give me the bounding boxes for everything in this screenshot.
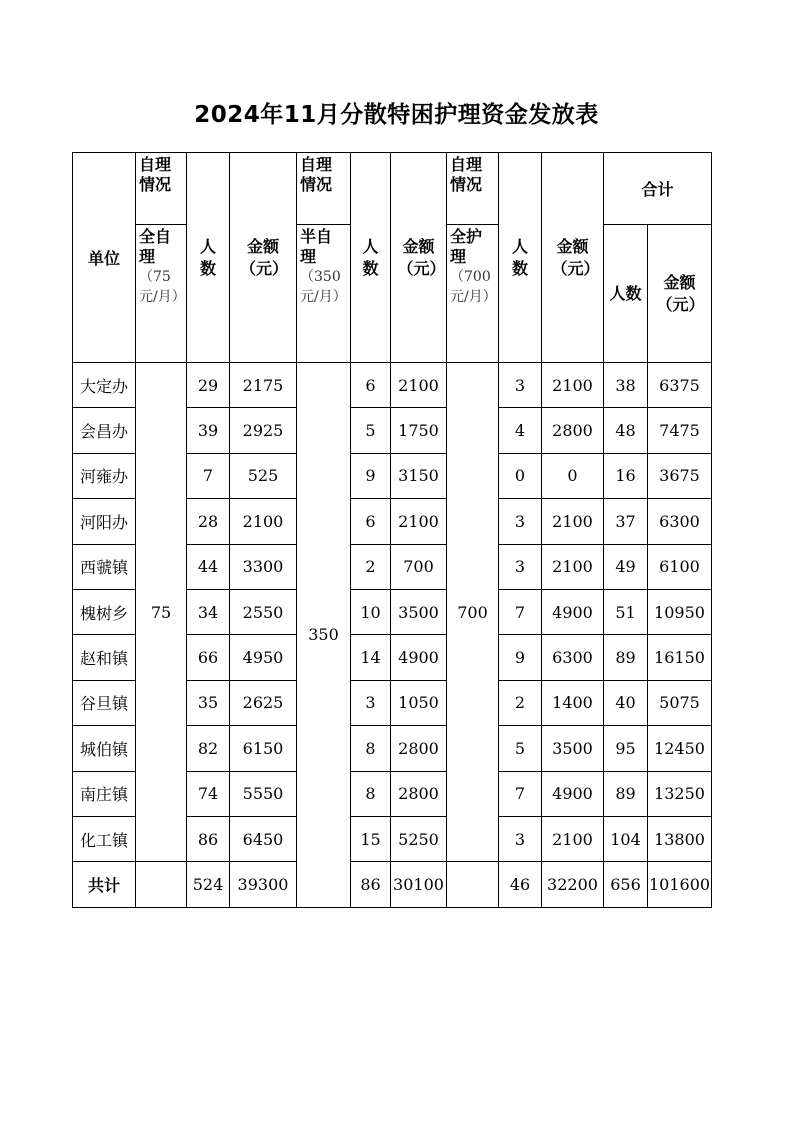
cell-p2: 8 [351, 771, 391, 816]
cell-total-amount: 12450 [648, 726, 712, 771]
header-people-1: 人数 [187, 153, 230, 363]
cell-total-people: 104 [604, 816, 648, 861]
cell-a1: 2625 [230, 680, 297, 725]
cell-p2: 5 [351, 408, 391, 453]
cell-a1: 4950 [230, 635, 297, 680]
cell-a2: 2100 [391, 363, 447, 408]
cell-p2: 2 [351, 544, 391, 589]
cell-a3: 2100 [542, 499, 604, 544]
header-cat1: 全自理 （75元/月） [136, 225, 187, 363]
cell-p1: 82 [187, 726, 230, 771]
allowance-table [72, 152, 712, 908]
total-p1: 524 [187, 862, 230, 907]
cell-p2: 15 [351, 816, 391, 861]
cell-a3: 1400 [542, 680, 604, 725]
cell-total-people: 48 [604, 408, 648, 453]
header-people-2: 人数 [351, 153, 391, 363]
cell-total-people: 16 [604, 453, 648, 498]
cell-a1: 2175 [230, 363, 297, 408]
cell-a3: 2100 [542, 363, 604, 408]
total-empty-cat1 [136, 862, 187, 907]
cell-p1: 86 [187, 816, 230, 861]
cell-a1: 2100 [230, 499, 297, 544]
cell-a2: 3500 [391, 589, 447, 634]
cell-unit: 河雍办 [73, 453, 136, 498]
cell-p3: 7 [499, 771, 542, 816]
cell-unit: 槐树乡 [73, 589, 136, 634]
cell-a1: 6450 [230, 816, 297, 861]
header-people-3: 人数 [499, 153, 542, 363]
cell-a1: 3300 [230, 544, 297, 589]
cell-rate-cat1: 75 [136, 363, 187, 862]
total-p2: 86 [351, 862, 391, 907]
total-row [73, 862, 712, 907]
cell-p2: 8 [351, 726, 391, 771]
cell-rate-cat2: 350 [297, 363, 351, 908]
cell-a2: 2800 [391, 726, 447, 771]
cell-total-people: 37 [604, 499, 648, 544]
cell-p1: 66 [187, 635, 230, 680]
total-p3: 46 [499, 862, 542, 907]
cell-total-amount: 10950 [648, 589, 712, 634]
cell-total-amount: 13250 [648, 771, 712, 816]
page-title: 2024年11月分散特困护理资金发放表 [194, 102, 599, 128]
cell-a2: 2100 [391, 499, 447, 544]
cell-a3: 6300 [542, 635, 604, 680]
cell-p3: 2 [499, 680, 542, 725]
total-a1: 39300 [230, 862, 297, 907]
cell-total-people: 95 [604, 726, 648, 771]
cell-total-people: 40 [604, 680, 648, 725]
cell-a1: 2550 [230, 589, 297, 634]
header-total-people: 人数 [604, 225, 648, 363]
cell-a1: 6150 [230, 726, 297, 771]
cell-p2: 14 [351, 635, 391, 680]
cell-unit: 化工镇 [73, 816, 136, 861]
cell-unit: 西虢镇 [73, 544, 136, 589]
total-label: 共计 [73, 862, 136, 907]
cell-p3: 4 [499, 408, 542, 453]
cell-p3: 3 [499, 816, 542, 861]
cell-unit: 谷旦镇 [73, 680, 136, 725]
total-a2: 30100 [391, 862, 447, 907]
cell-p2: 6 [351, 499, 391, 544]
cell-p3: 3 [499, 363, 542, 408]
header-care-status-2: 自理情况 [297, 153, 351, 225]
cell-a3: 2800 [542, 408, 604, 453]
cell-a2: 5250 [391, 816, 447, 861]
cell-total-people: 89 [604, 635, 648, 680]
total-empty-cat3 [447, 862, 499, 907]
cell-a3: 2100 [542, 544, 604, 589]
cell-p1: 29 [187, 363, 230, 408]
cell-a3: 3500 [542, 726, 604, 771]
cell-total-amount: 16150 [648, 635, 712, 680]
cell-p3: 9 [499, 635, 542, 680]
cell-unit: 南庄镇 [73, 771, 136, 816]
cell-a2: 2800 [391, 771, 447, 816]
cell-unit: 会昌办 [73, 408, 136, 453]
cell-p2: 6 [351, 363, 391, 408]
total-people: 656 [604, 862, 648, 907]
cell-p1: 35 [187, 680, 230, 725]
cell-p1: 39 [187, 408, 230, 453]
cell-a3: 4900 [542, 771, 604, 816]
cell-p3: 5 [499, 726, 542, 771]
cell-p1: 28 [187, 499, 230, 544]
cell-p2: 10 [351, 589, 391, 634]
cell-total-amount: 3675 [648, 453, 712, 498]
cell-p1: 7 [187, 453, 230, 498]
cell-p3: 3 [499, 544, 542, 589]
cell-a2: 1050 [391, 680, 447, 725]
cell-total-people: 38 [604, 363, 648, 408]
cell-p1: 34 [187, 589, 230, 634]
header-amount-3: 金额（元） [542, 153, 604, 363]
cell-a2: 4900 [391, 635, 447, 680]
header-amount-2: 金额（元） [391, 153, 447, 363]
cell-a1: 2925 [230, 408, 297, 453]
header-unit: 单位 [73, 153, 136, 363]
cell-p1: 74 [187, 771, 230, 816]
total-amount: 101600 [648, 862, 712, 907]
cell-total-amount: 6300 [648, 499, 712, 544]
cell-a2: 3150 [391, 453, 447, 498]
cell-p3: 7 [499, 589, 542, 634]
cell-p3: 3 [499, 499, 542, 544]
cell-total-amount: 13800 [648, 816, 712, 861]
header-care-status-3: 自理情况 [447, 153, 499, 225]
total-a3: 32200 [542, 862, 604, 907]
cell-total-amount: 6375 [648, 363, 712, 408]
header-row-1 [73, 153, 712, 225]
cell-total-amount: 5075 [648, 680, 712, 725]
cell-unit: 河阳办 [73, 499, 136, 544]
cell-a2: 700 [391, 544, 447, 589]
cell-a1: 525 [230, 453, 297, 498]
cell-a3: 2100 [542, 816, 604, 861]
header-total-amount: 金额（元） [648, 225, 712, 363]
cell-unit: 赵和镇 [73, 635, 136, 680]
header-total-group: 合计 [604, 153, 712, 225]
cell-total-people: 51 [604, 589, 648, 634]
cell-total-people: 89 [604, 771, 648, 816]
cell-unit: 城伯镇 [73, 726, 136, 771]
cell-unit: 大定办 [73, 363, 136, 408]
cell-p1: 44 [187, 544, 230, 589]
header-cat2: 半自理 （350元/月） [297, 225, 351, 363]
cell-a2: 1750 [391, 408, 447, 453]
cell-p3: 0 [499, 453, 542, 498]
cell-total-people: 49 [604, 544, 648, 589]
table-row [73, 363, 712, 408]
header-care-status-1: 自理情况 [136, 153, 187, 225]
cell-a3: 4900 [542, 589, 604, 634]
header-cat3: 全护理 （700元/月） [447, 225, 499, 363]
cell-total-amount: 6100 [648, 544, 712, 589]
cell-rate-cat3: 700 [447, 363, 499, 862]
cell-p2: 3 [351, 680, 391, 725]
header-amount-1: 金额（元） [230, 153, 297, 363]
cell-total-amount: 7475 [648, 408, 712, 453]
cell-a3: 0 [542, 453, 604, 498]
cell-p2: 9 [351, 453, 391, 498]
cell-a1: 5550 [230, 771, 297, 816]
